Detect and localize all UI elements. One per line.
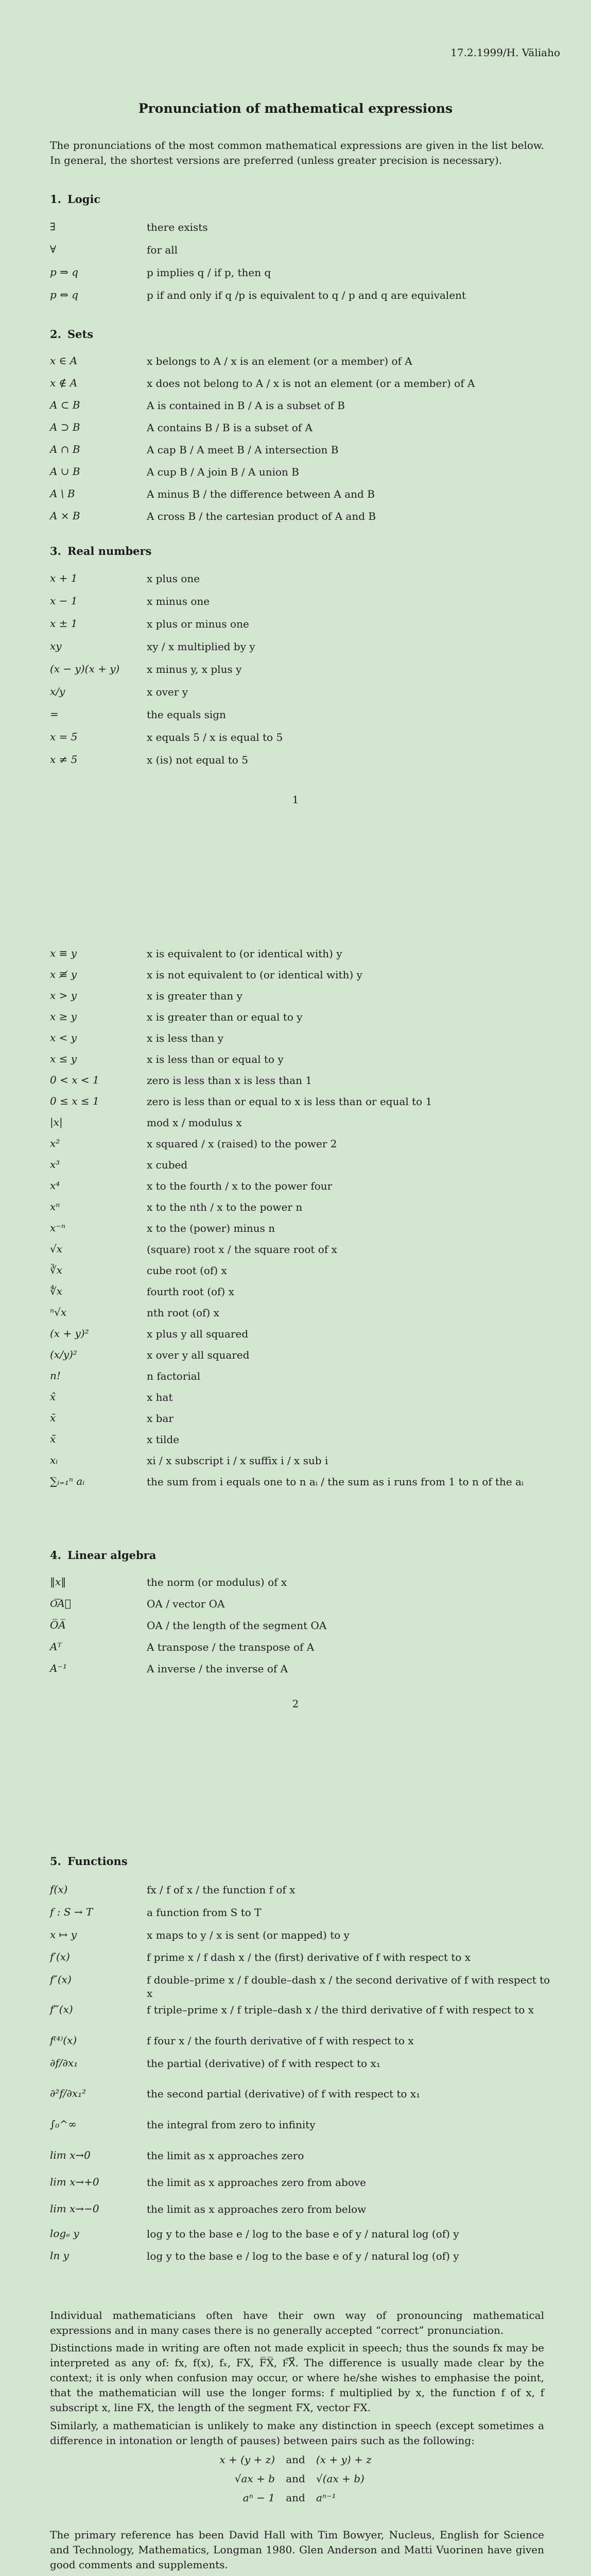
pronunciation: fourth root (of) x xyxy=(147,1285,234,1298)
pronunciation: log y to the base e / log to the base e of y / natural log (of) y xyxy=(147,2250,459,2262)
math-expression: x̄ xyxy=(50,1412,56,1424)
pronunciation: x maps to y / x is sent (or mapped) to y xyxy=(147,1929,350,1941)
pronunciation: A cross B / the cartesian product of A and B xyxy=(147,510,376,522)
pronunciation: x is greater than or equal to y xyxy=(147,1011,303,1023)
pronunciation: the limit as x approaches zero from above xyxy=(147,2176,366,2189)
math-expression: x ± 1 xyxy=(50,617,78,630)
math-expression: ∑ᵢ₌₁ⁿ aᵢ xyxy=(50,1475,85,1487)
pronunciation: p if and only if q /p is equivalent to q / p and q are equivalent xyxy=(147,289,466,301)
pronunciation: x plus one xyxy=(147,572,200,585)
math-expression: |x| xyxy=(50,1116,63,1128)
pronunciation: x belongs to A / x is an element (or a member) of A xyxy=(147,355,412,367)
pronunciation: nth root (of) x xyxy=(147,1307,219,1319)
pronunciation: x over y all squared xyxy=(147,1349,250,1361)
pronunciation: the integral from zero to infinity xyxy=(147,2119,316,2131)
closing-paragraph-4: The primary reference has been David Hall with Tim Bowyer, Nucleus, English for Science and Technology, Mathematics, Longman 1980. Glen Anderson and Matti Vuorinen have given good comments and supplements. xyxy=(50,2529,544,2571)
math-expression: x̂ xyxy=(50,1391,56,1403)
pronunciation: x to the (power) minus n xyxy=(147,1222,275,1234)
pronunciation: the limit as x approaches zero xyxy=(147,2149,304,2162)
pronunciation: x minus one xyxy=(147,595,210,607)
pronunciation: A cap B / A meet B / A intersection B xyxy=(147,444,339,456)
math-expression: A ∩ B xyxy=(50,443,80,455)
pronunciation: zero is less than or equal to x is less than or equal to 1 xyxy=(147,1095,432,1108)
math-expression: x + 1 xyxy=(50,572,78,584)
math-expression: O͞A⃗ xyxy=(50,1597,71,1609)
page-number: 2 xyxy=(292,1698,299,1710)
pronunciation: x is less than or equal to y xyxy=(147,1053,284,1065)
pronunciation: x hat xyxy=(147,1391,173,1403)
pronunciation: OA / the length of the segment OA xyxy=(147,1619,327,1632)
section-heading-functions: 5. Functions xyxy=(50,1855,128,1868)
math-expression: xy xyxy=(50,640,62,652)
header-date-author: 17.2.1999/H. Väliaho xyxy=(450,46,560,59)
pronunciation: xy / x multiplied by y xyxy=(147,640,255,653)
pair-row: x + (y + z) and (x + y) + z xyxy=(219,2453,372,2466)
math-expression: 0 < x < 1 xyxy=(50,1074,99,1086)
section-heading-sets: 2. Sets xyxy=(50,328,94,341)
pronunciation: xi / x subscript i / x suffix i / x sub i xyxy=(147,1454,328,1467)
math-expression: A ⊂ B xyxy=(50,399,80,411)
pronunciation: f four x / the fourth derivative of f with respect to x xyxy=(147,2035,414,2047)
page-number: 1 xyxy=(292,793,299,806)
pronunciation: x equals 5 / x is equal to 5 xyxy=(147,731,283,743)
math-expression: x − 1 xyxy=(50,595,78,607)
pronunciation: x bar xyxy=(147,1412,173,1425)
pronunciation: zero is less than x is less than 1 xyxy=(147,1074,312,1087)
math-expression: lim x→−0 xyxy=(50,2202,99,2215)
math-expression: ∃ xyxy=(50,221,56,233)
pronunciation: A is contained in B / A is a subset of B xyxy=(147,399,345,412)
pronunciation: x is equivalent to (or identical with) y xyxy=(147,947,342,960)
math-expression: f(x) xyxy=(50,1883,68,1895)
math-expression: f″(x) xyxy=(50,1973,72,1986)
math-expression: (x/y)² xyxy=(50,1348,77,1361)
pronunciation: A inverse / the inverse of A xyxy=(147,1663,288,1675)
math-expression: A × B xyxy=(50,510,80,522)
math-expression: x = 5 xyxy=(50,731,78,743)
pronunciation: cube root (of) x xyxy=(147,1264,227,1277)
math-expression: x² xyxy=(50,1137,60,1149)
pronunciation: f double–prime x / f double–dash x / the second derivative of f with respect to x xyxy=(147,1974,550,1999)
pronunciation: the partial (derivative) of f with respect to x₁ xyxy=(147,2057,380,2070)
math-expression: (x − y)(x + y) xyxy=(50,663,120,675)
math-expression: ∀ xyxy=(50,243,57,256)
closing-paragraph-2: Distinctions made in writing are often not made explicit in speech; thus the sounds fx may be interpreted as any of: fx, f(x), fₓ, FX, F̅X̅, F͞X⃗. The difference is usually made clear by the context; it is only when confusion may occur, or where he/she wishes to emphasise the point, that the mathematician will use the longer forms: f multiplied by x, the function f of x, f subscript x, line FX, the length of the segment FX, vector FX. xyxy=(50,2342,544,2414)
pronunciation: x over y xyxy=(147,686,188,698)
math-expression: p ⇒ q xyxy=(50,266,79,278)
closing-paragraph-3: Similarly, a mathematician is unlikely to make any distinction in speech (except sometimes a difference in intonation or length of pauses) between pairs such as the following: xyxy=(50,2419,544,2447)
math-expression: x ↦ y xyxy=(50,1928,77,1941)
pronunciation: x to the fourth / x to the power four xyxy=(147,1180,333,1192)
pronunciation: x squared / x (raised) to the power 2 xyxy=(147,1138,337,1150)
pronunciation: x does not belong to A / x is not an element (or a member) of A xyxy=(147,377,475,389)
pair-row: aⁿ − 1 and aⁿ⁻¹ xyxy=(242,2492,336,2504)
math-expression: xᵢ xyxy=(50,1454,58,1466)
closing-paragraph-1: Individual mathematicians often have their own way of pronouncing mathematical expressions and in many cases there is no generally accepted “correct” pronunciation. xyxy=(50,2309,544,2336)
math-expression: A ∪ B xyxy=(50,465,80,478)
math-expression: x ∉ A xyxy=(50,377,78,389)
math-expression: x̃ xyxy=(50,1433,56,1445)
pronunciation: f prime x / f dash x / the (first) derivative of f with respect to x xyxy=(147,1951,471,1963)
math-expression: x > y xyxy=(50,989,77,1002)
pronunciation: x cubed xyxy=(147,1159,188,1171)
pronunciation: the equals sign xyxy=(147,708,226,721)
intro-paragraph: The pronunciations of the most common mathematical expressions are given in the list below. In general, the shortest versions are preferred (unless greater precision is necessary). xyxy=(50,139,544,166)
math-expression: f⁽⁴⁾(x) xyxy=(50,2034,77,2046)
math-expression: A ⊃ B xyxy=(50,421,80,433)
pronunciation: OA / vector OA xyxy=(147,1598,225,1610)
math-expression: logₑ y xyxy=(50,2227,79,2240)
pronunciation: the sum from i equals one to n aᵢ / the sum as i runs from 1 to n of the aᵢ xyxy=(147,1476,524,1488)
math-expression: ‖x‖ xyxy=(50,1575,66,1588)
math-expression: x ∈ A xyxy=(50,354,78,367)
pronunciation: A minus B / the difference between A and B xyxy=(147,488,375,500)
pronunciation: a function from S to T xyxy=(147,1906,262,1919)
math-expression: ∂²f/∂x₁² xyxy=(50,2087,86,2099)
math-expression: x ≥ y xyxy=(50,1010,77,1023)
math-expression: 0 ≤ x ≤ 1 xyxy=(50,1095,99,1107)
pronunciation: log y to the base e / log to the base e of y / natural log (of) y xyxy=(147,2228,459,2240)
pronunciation: f triple–prime x / f triple–dash x / the third derivative of f with respect to x xyxy=(147,2004,534,2016)
pronunciation: mod x / modulus x xyxy=(147,1116,242,1129)
math-expression: (x + y)² xyxy=(50,1327,89,1340)
math-expression: x/y xyxy=(50,685,65,698)
math-expression: x ≠ 5 xyxy=(50,753,78,766)
math-expression: lim x→+0 xyxy=(50,2176,99,2188)
pronunciation: the limit as x approaches zero from below xyxy=(147,2203,367,2215)
math-expression: ∂f/∂x₁ xyxy=(50,2057,78,2069)
pronunciation: the norm (or modulus) of x xyxy=(147,1576,287,1588)
math-expression: x < y xyxy=(50,1031,77,1044)
math-expression: ln y xyxy=(50,2249,69,2262)
pronunciation: A cup B / A join B / A union B xyxy=(147,466,299,478)
section-heading-linear-algebra: 4. Linear algebra xyxy=(50,1549,157,1562)
pronunciation: there exists xyxy=(147,221,208,233)
equivalent-pairs xyxy=(0,2453,591,2511)
pronunciation: x is not equivalent to (or identical with) y xyxy=(147,969,362,981)
pronunciation: x plus or minus one xyxy=(147,618,249,630)
math-expression: n! xyxy=(50,1369,61,1382)
pronunciation: x minus y, x plus y xyxy=(147,663,242,675)
math-expression: O̅A̅ xyxy=(50,1619,66,1631)
pronunciation: x is greater than y xyxy=(147,990,242,1002)
pronunciation: n factorial xyxy=(147,1370,201,1382)
math-expression: f‴(x) xyxy=(50,2003,73,2015)
math-expression: lim x→0 xyxy=(50,2149,91,2161)
math-expression: Aᵀ xyxy=(50,1640,62,1653)
math-expression: p ⇔ q xyxy=(50,289,79,301)
math-expression: xⁿ xyxy=(50,1200,60,1213)
math-expression: ∜x xyxy=(50,1285,63,1297)
section-heading-logic: 1. Logic xyxy=(50,193,101,206)
math-expression: A \ B xyxy=(50,487,75,500)
pronunciation: A transpose / the transpose of A xyxy=(147,1641,315,1653)
document-title: Pronunciation of mathematical expressions xyxy=(138,101,453,116)
math-expression: ⁿ√x xyxy=(50,1306,67,1318)
pronunciation: x is less than y xyxy=(147,1032,224,1044)
pronunciation: fx / f of x / the function f of x xyxy=(147,1884,296,1896)
pronunciation: p implies q / if p, then q xyxy=(147,266,271,279)
math-expression: x⁻ⁿ xyxy=(50,1222,65,1234)
pronunciation: x plus y all squared xyxy=(147,1328,249,1340)
math-expression: ∫₀^∞ xyxy=(50,2118,77,2130)
pronunciation: x tilde xyxy=(147,1433,180,1446)
pair-row: √ax + b and √(ax + b) xyxy=(234,2472,364,2485)
math-expression: x⁴ xyxy=(50,1179,60,1192)
math-expression: x ≢ y xyxy=(50,968,77,980)
math-expression: √x xyxy=(50,1243,63,1255)
pronunciation: for all xyxy=(147,244,178,256)
pronunciation: A contains B / B is a subset of A xyxy=(147,421,312,434)
math-expression: x³ xyxy=(50,1158,60,1171)
math-expression: x ≡ y xyxy=(50,947,77,959)
pronunciation: (square) root x / the square root of x xyxy=(147,1243,337,1256)
math-expression: f : S → T xyxy=(50,1906,93,1918)
math-expression: ∛x xyxy=(50,1264,63,1276)
pronunciation: x (is) not equal to 5 xyxy=(147,754,248,766)
math-expression: A⁻¹ xyxy=(50,1662,67,1674)
section-heading-real-numbers: 3. Real numbers xyxy=(50,545,152,557)
math-expression: x ≤ y xyxy=(50,1053,77,1065)
pronunciation: x to the nth / x to the power n xyxy=(147,1201,303,1213)
math-expression: = xyxy=(50,708,59,720)
pronunciation: the second partial (derivative) of f with respect to x₁ xyxy=(147,2088,421,2100)
math-expression: f′(x) xyxy=(50,1951,70,1963)
